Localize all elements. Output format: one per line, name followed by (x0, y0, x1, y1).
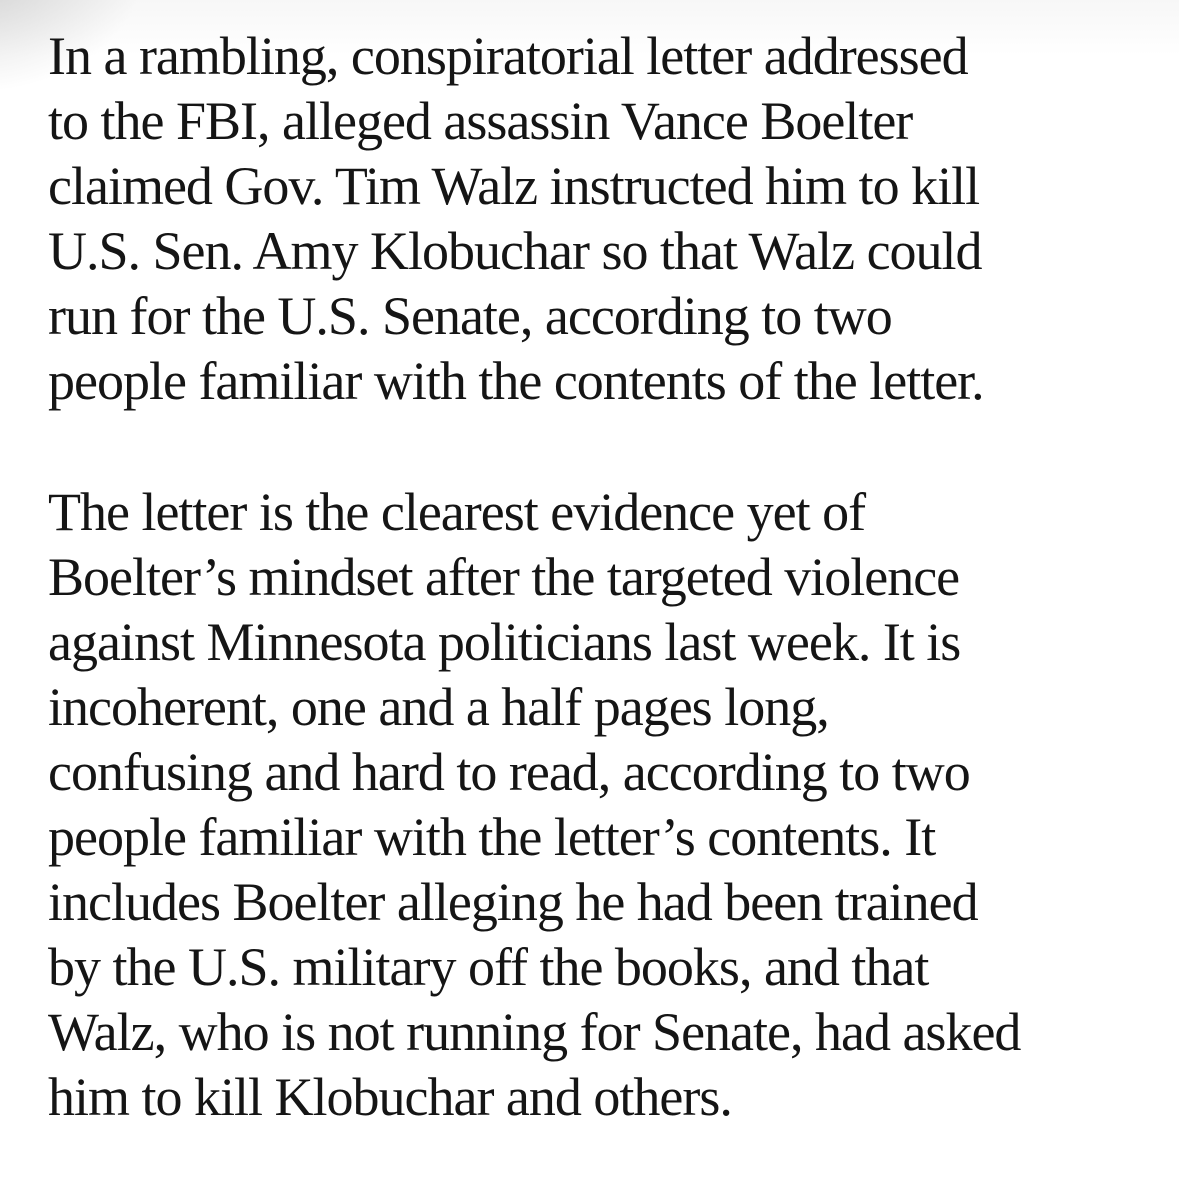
text-line: by the U.S. military off the books, and that (48, 937, 929, 997)
text-line: against Minnesota politicians last week. It is (48, 612, 961, 672)
text-line: U.S. Sen. Amy Klobuchar so that Walz could (48, 221, 982, 281)
text-line: run for the U.S. Senate, according to two (48, 286, 892, 346)
text-line: people familiar with the contents of the letter. (48, 351, 984, 411)
text-line: confusing and hard to read, according to two (48, 742, 970, 802)
text-line: Walz, who is not running for Senate, had asked (48, 1002, 1021, 1062)
text-line: claimed Gov. Tim Walz instructed him to kill (48, 156, 980, 216)
text-line: to the FBI, alleged assassin Vance Boelter (48, 91, 913, 151)
text-line: him to kill Klobuchar and others. (48, 1067, 732, 1127)
paragraph-2 (48, 480, 1179, 1130)
text-line: In a rambling, conspiratorial letter addressed (48, 26, 968, 86)
text-line: includes Boelter alleging he had been trained (48, 872, 978, 932)
text-line: incoherent, one and a half pages long, (48, 677, 829, 737)
text-line: The letter is the clearest evidence yet of (48, 482, 866, 542)
text-line: Boelter’s mindset after the targeted violence (48, 547, 960, 607)
text-line: people familiar with the letter’s contents. It (48, 807, 936, 867)
paragraph-1 (48, 24, 1179, 414)
